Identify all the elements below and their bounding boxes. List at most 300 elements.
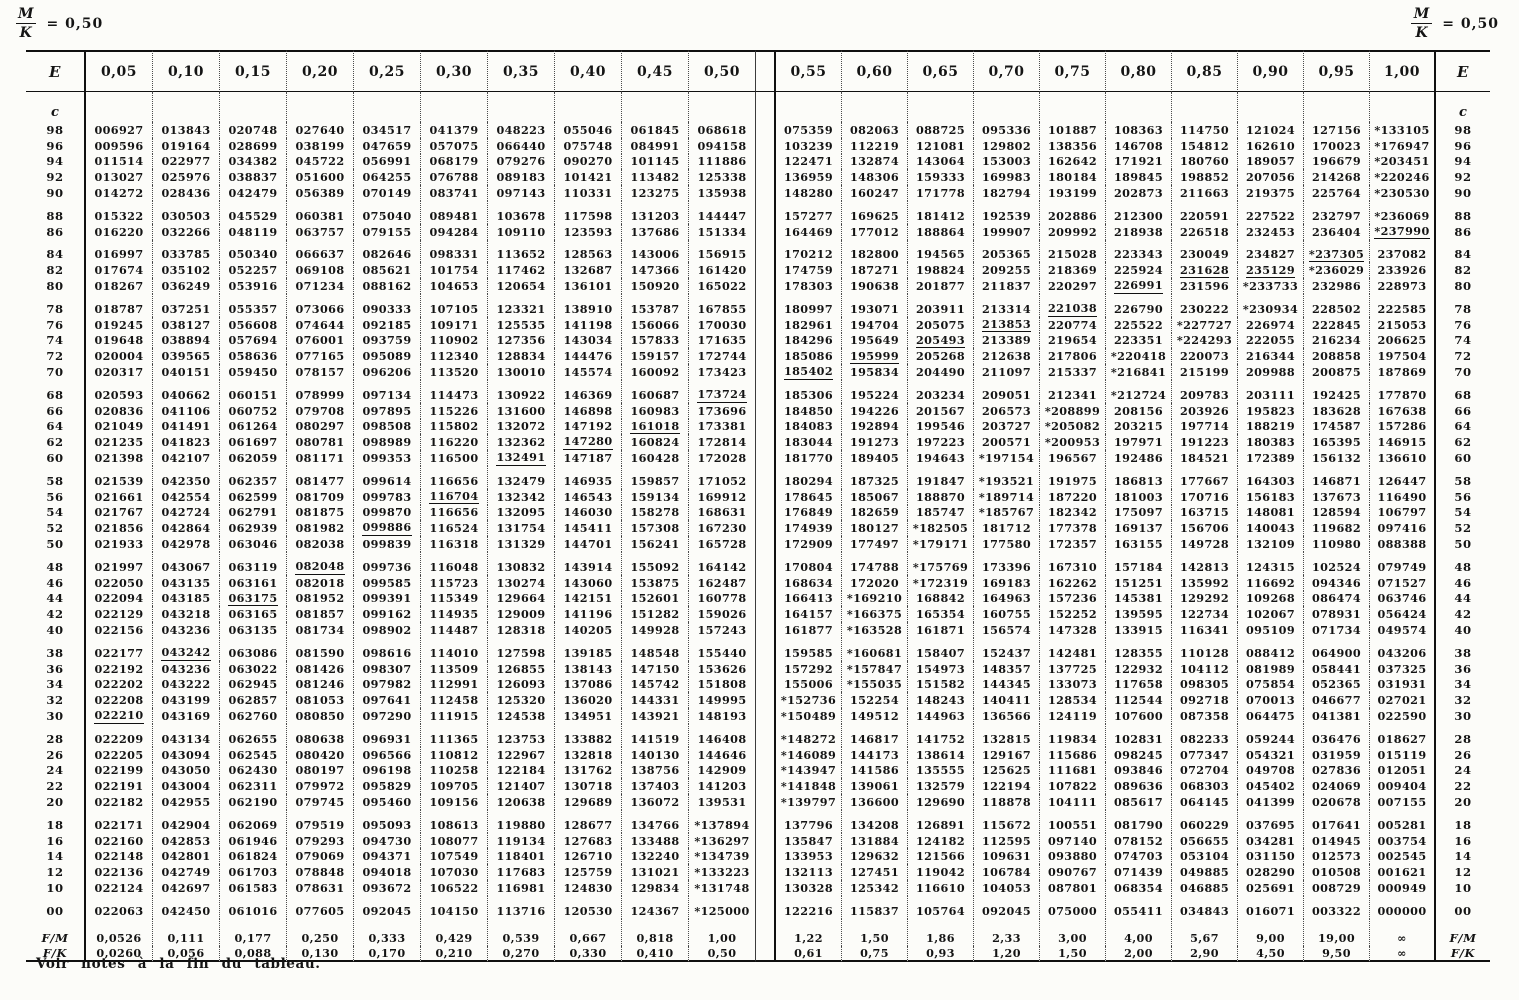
value-cell: 097982 <box>354 677 421 693</box>
value-cell: 209992 <box>1040 224 1106 240</box>
value-cell: 0,410 <box>622 946 689 962</box>
row-label: 86 <box>26 224 86 240</box>
value-cell: 144701 <box>555 536 622 552</box>
value-cell: *200953 <box>1040 434 1106 450</box>
value-cell: *220418 <box>1106 348 1172 364</box>
value-cell: 042801 <box>153 848 220 864</box>
value-cell: 064255 <box>354 169 421 185</box>
value-cell <box>153 638 220 661</box>
value-cell: 181770 <box>776 450 842 466</box>
row-label: 50 <box>26 536 86 552</box>
value-cell: 037325 <box>1370 661 1436 677</box>
value-cell: 132113 <box>776 864 842 880</box>
value-cell: 129802 <box>974 138 1040 154</box>
value-cell: 138756 <box>622 762 689 778</box>
value-cell: 009596 <box>86 138 153 154</box>
value-cell: 031959 <box>1304 747 1370 763</box>
value-cell: 124830 <box>555 880 622 896</box>
value-cell: 095089 <box>354 348 421 364</box>
gutter <box>555 92 622 122</box>
value-cell: 174587 <box>1304 419 1370 435</box>
row-label: 10 <box>1454 880 1472 895</box>
value-cell: 225522 <box>1106 317 1172 333</box>
value-cell: *141848 <box>776 778 842 794</box>
value-cell: 215028 <box>1040 240 1106 263</box>
value-cell: 215199 <box>1172 364 1238 380</box>
value-cell: 191847 <box>908 466 974 489</box>
value-cell: 043218 <box>153 606 220 622</box>
value-cell <box>287 552 354 575</box>
gutter <box>1040 92 1106 122</box>
value-cell: 079155 <box>354 224 421 240</box>
gutter <box>756 794 776 810</box>
value-cell: 149995 <box>689 692 756 708</box>
value-cell: 041379 <box>421 122 488 138</box>
value-cell: 124119 <box>1040 708 1106 724</box>
value-cell: 177870 <box>1370 380 1436 403</box>
value-cell: 111681 <box>1040 762 1106 778</box>
value-cell: 116981 <box>488 880 555 896</box>
row-label: 92 <box>26 169 86 185</box>
value-cell <box>622 419 689 435</box>
value-cell: 159333 <box>908 169 974 185</box>
value-cell: 125759 <box>555 864 622 880</box>
value-cell: 055046 <box>555 122 622 138</box>
value-cell: 123275 <box>622 185 689 201</box>
value-cell: 082063 <box>842 122 908 138</box>
gutter <box>1370 92 1436 122</box>
row-label: 60 <box>26 450 86 466</box>
value-cell: 183044 <box>776 434 842 450</box>
value-cell: 180294 <box>776 466 842 489</box>
value-cell: 168842 <box>908 591 974 607</box>
value-cell: 022136 <box>86 864 153 880</box>
gutter <box>756 185 776 201</box>
value-cell: *224293 <box>1172 333 1238 349</box>
column-max-underline: 185402 <box>783 364 834 379</box>
value-cell: 017641 <box>1304 810 1370 833</box>
value-cell: 079069 <box>287 848 354 864</box>
row-label: 98 <box>26 122 86 138</box>
value-cell: 133882 <box>555 724 622 747</box>
value-cell: 159026 <box>689 606 756 622</box>
value-cell: 126093 <box>488 677 555 693</box>
row-label: 90 <box>26 185 86 201</box>
value-cell: 136020 <box>555 692 622 708</box>
value-cell: 181003 <box>1106 489 1172 505</box>
row-label: 74 <box>26 333 86 349</box>
gutter <box>756 348 776 364</box>
value-cell: 098305 <box>1172 677 1238 693</box>
value-cell: *175769 <box>908 552 974 575</box>
value-cell: 177012 <box>842 224 908 240</box>
value-cell: 192894 <box>842 419 908 435</box>
value-cell: 132072 <box>488 419 555 435</box>
value-cell: 164963 <box>974 591 1040 607</box>
row-label: 46 <box>26 575 86 591</box>
row-label: 76 <box>26 317 86 333</box>
value-cell: 164157 <box>776 606 842 622</box>
value-cell: 139061 <box>842 778 908 794</box>
value-cell: 123753 <box>488 724 555 747</box>
value-cell: 161871 <box>908 622 974 638</box>
value-cell: 113716 <box>488 896 555 919</box>
gutter <box>756 419 776 435</box>
value-cell: 116656 <box>421 505 488 521</box>
value-cell: 130010 <box>488 364 555 380</box>
value-cell: 205075 <box>908 317 974 333</box>
value-cell: 207056 <box>1238 169 1304 185</box>
gutter <box>756 638 776 661</box>
value-cell: 162262 <box>1040 575 1106 591</box>
value-cell: 143064 <box>908 154 974 170</box>
value-cell: 1,50 <box>1040 946 1106 962</box>
value-cell: 212341 <box>1040 380 1106 403</box>
value-cell: 071734 <box>1304 622 1370 638</box>
value-cell: 062939 <box>220 520 287 536</box>
value-cell: 134951 <box>555 708 622 724</box>
row-label: 24 <box>26 762 86 778</box>
value-cell: 080638 <box>287 724 354 747</box>
value-cell: 160428 <box>622 450 689 466</box>
value-cell: 173423 <box>689 364 756 380</box>
gutter <box>756 380 776 403</box>
value-cell: 081709 <box>287 489 354 505</box>
value-cell: 103239 <box>776 138 842 154</box>
value-cell: 092718 <box>1172 692 1238 708</box>
value-cell: 237082 <box>1370 240 1436 263</box>
value-cell: 177497 <box>842 536 908 552</box>
value-cell: 191273 <box>842 434 908 450</box>
value-cell: 052257 <box>220 262 287 278</box>
value-cell: 116692 <box>1238 575 1304 591</box>
row-label: 72 <box>26 348 86 364</box>
value-cell: 130328 <box>776 880 842 896</box>
gutter <box>689 92 756 122</box>
value-cell: 177378 <box>1040 520 1106 536</box>
value-cell: 021661 <box>86 489 153 505</box>
value-cell: *146089 <box>776 747 842 763</box>
value-cell: 192425 <box>1304 380 1370 403</box>
value-cell: 043135 <box>153 575 220 591</box>
value-cell: 124367 <box>622 896 689 919</box>
value-cell: 222055 <box>1238 333 1304 349</box>
gutter <box>756 536 776 552</box>
value-cell: 062190 <box>220 794 287 810</box>
row-label: 36 <box>1454 661 1472 676</box>
value-cell: 014272 <box>86 185 153 201</box>
gutter <box>974 92 1040 122</box>
value-cell: 159134 <box>622 489 689 505</box>
value-cell: 081857 <box>287 606 354 622</box>
value-cell: 132818 <box>555 747 622 763</box>
value-cell: 116500 <box>421 450 488 466</box>
value-cell: 062059 <box>220 450 287 466</box>
value-cell: 081590 <box>287 638 354 661</box>
value-cell: 226790 <box>1106 294 1172 317</box>
gutter <box>756 450 776 466</box>
value-cell: 022209 <box>86 724 153 747</box>
value-cell: 140411 <box>974 692 1040 708</box>
value-cell: 122194 <box>974 778 1040 794</box>
value-cell: 211837 <box>974 278 1040 294</box>
value-cell: 022129 <box>86 606 153 622</box>
value-cell: 092045 <box>974 896 1040 919</box>
value-cell: 156183 <box>1238 489 1304 505</box>
value-cell: 218369 <box>1040 262 1106 278</box>
value-cell: 043236 <box>153 661 220 677</box>
value-cell: 197504 <box>1370 348 1436 364</box>
value-cell: 185306 <box>776 380 842 403</box>
value-cell: 092185 <box>354 317 421 333</box>
gutter <box>756 201 776 224</box>
value-cell: 196679 <box>1304 154 1370 170</box>
column-max-underline: 195999 <box>849 348 900 363</box>
value-cell: 176849 <box>776 505 842 521</box>
row-label: F/K <box>1436 946 1490 962</box>
value-cell: 056424 <box>1370 606 1436 622</box>
row-axis-label: c <box>26 92 86 122</box>
value-cell: 135847 <box>776 833 842 849</box>
column-max-underline: 205493 <box>915 332 966 347</box>
value-cell: 078931 <box>1304 606 1370 622</box>
value-cell: 078152 <box>1106 833 1172 849</box>
value-cell: 101754 <box>421 262 488 278</box>
column-max-underline: 132491 <box>496 450 546 465</box>
value-cell: 171052 <box>689 466 756 489</box>
value-cell: 011514 <box>86 154 153 170</box>
value-cell: 232797 <box>1304 201 1370 224</box>
value-cell: 043169 <box>153 708 220 724</box>
value-cell: 222845 <box>1304 317 1370 333</box>
value-cell: 129009 <box>488 606 555 622</box>
value-cell: 110980 <box>1304 536 1370 552</box>
value-cell: 132342 <box>488 489 555 505</box>
value-cell: 055357 <box>220 294 287 317</box>
value-cell <box>1172 262 1238 278</box>
value-cell: 043206 <box>1370 638 1436 661</box>
value-cell: 146871 <box>1304 466 1370 489</box>
value-cell: 125625 <box>974 762 1040 778</box>
value-cell: 165728 <box>689 536 756 552</box>
value-cell: 158278 <box>622 505 689 521</box>
value-cell: 093880 <box>1040 848 1106 864</box>
value-cell: 147150 <box>622 661 689 677</box>
value-cell: 099614 <box>354 466 421 489</box>
value-cell: 187271 <box>842 262 908 278</box>
value-cell: 156241 <box>622 536 689 552</box>
value-cell: 045402 <box>1238 778 1304 794</box>
value-cell: 097416 <box>1370 520 1436 536</box>
value-cell: 0,130 <box>287 946 354 962</box>
value-cell: 062945 <box>220 677 287 693</box>
value-cell: 170212 <box>776 240 842 263</box>
value-cell: 19,00 <box>1304 919 1370 947</box>
gutter <box>776 92 842 122</box>
value-cell: 031150 <box>1238 848 1304 864</box>
value-cell: 116048 <box>421 552 488 575</box>
value-cell: 090270 <box>555 154 622 170</box>
value-cell: 110812 <box>421 747 488 763</box>
value-cell: 069108 <box>287 262 354 278</box>
value-cell: 220774 <box>1040 317 1106 333</box>
value-cell: 101145 <box>622 154 689 170</box>
column-max-underline: 213853 <box>981 316 1032 331</box>
value-cell: 077165 <box>287 348 354 364</box>
value-cell: 155440 <box>689 638 756 661</box>
value-cell: 109268 <box>1238 591 1304 607</box>
value-cell: 081790 <box>1106 810 1172 833</box>
value-cell: *137894 <box>689 810 756 833</box>
value-cell: 167638 <box>1370 403 1436 419</box>
value-cell: 141752 <box>908 724 974 747</box>
value-cell: 081426 <box>287 661 354 677</box>
value-cell: 128318 <box>488 622 555 638</box>
value-cell: 3,00 <box>1040 919 1106 947</box>
row-label: 88 <box>26 201 86 224</box>
row-label: 96 <box>26 138 86 154</box>
value-cell: 219654 <box>1040 333 1106 349</box>
gutter <box>756 364 776 380</box>
value-cell <box>354 520 421 536</box>
value-cell: 153626 <box>689 661 756 677</box>
value-cell: 063022 <box>220 661 287 677</box>
value-cell: 0,0260 <box>86 946 153 962</box>
row-label: 80 <box>26 278 86 294</box>
gutter <box>756 677 776 693</box>
value-cell: 034843 <box>1172 896 1238 919</box>
value-cell: 109110 <box>488 224 555 240</box>
gutter <box>756 864 776 880</box>
value-cell: 074703 <box>1106 848 1172 864</box>
row-label: 54 <box>1454 505 1472 520</box>
value-cell: 038127 <box>153 317 220 333</box>
value-cell: 099585 <box>354 575 421 591</box>
value-cell: 119834 <box>1040 724 1106 747</box>
value-cell: 142813 <box>1172 552 1238 575</box>
value-cell: 075854 <box>1238 677 1304 693</box>
gutter <box>756 122 776 138</box>
value-cell: 122932 <box>1106 661 1172 677</box>
value-cell: 099353 <box>354 450 421 466</box>
value-cell: 061697 <box>220 434 287 450</box>
gutter <box>756 724 776 747</box>
value-cell: 129664 <box>488 591 555 607</box>
value-cell: 144345 <box>974 677 1040 693</box>
value-cell: 097641 <box>354 692 421 708</box>
value-cell: *133223 <box>689 864 756 880</box>
value-cell: 130832 <box>488 552 555 575</box>
row-label: 42 <box>1454 607 1472 622</box>
value-cell: 220591 <box>1172 201 1238 224</box>
value-cell: 095109 <box>1238 622 1304 638</box>
value-cell: 089636 <box>1106 778 1172 794</box>
value-cell: 0,0526 <box>86 919 153 947</box>
value-cell: 167310 <box>1040 552 1106 575</box>
row-label: 54 <box>26 505 86 521</box>
column-max-underline: *237305 <box>1308 246 1365 261</box>
value-cell <box>842 348 908 364</box>
value-cell: 043222 <box>153 677 220 693</box>
value-cell: 164469 <box>776 224 842 240</box>
value-cell: 063119 <box>220 552 287 575</box>
value-cell: 056991 <box>354 154 421 170</box>
value-cell: 080420 <box>287 747 354 763</box>
value-cell: 128594 <box>1304 505 1370 521</box>
value-cell: 180760 <box>1172 154 1238 170</box>
value-cell: 209988 <box>1238 364 1304 380</box>
value-cell: 0,210 <box>421 946 488 962</box>
value-cell: 194643 <box>908 450 974 466</box>
value-cell: *230530 <box>1370 185 1436 201</box>
value-cell: 042955 <box>153 794 220 810</box>
value-cell: 094371 <box>354 848 421 864</box>
value-cell: 038837 <box>220 169 287 185</box>
value-cell: 133073 <box>1040 677 1106 693</box>
value-cell <box>1370 224 1436 240</box>
value-cell: 153787 <box>622 294 689 317</box>
value-cell: *182505 <box>908 520 974 536</box>
value-cell <box>908 333 974 349</box>
value-cell: 174759 <box>776 262 842 278</box>
value-cell: 144476 <box>555 348 622 364</box>
value-cell: 042724 <box>153 505 220 521</box>
row-label: 30 <box>1454 708 1472 723</box>
value-cell: 100551 <box>1040 810 1106 833</box>
value-cell: 061703 <box>220 864 287 880</box>
value-cell: 078631 <box>287 880 354 896</box>
value-cell: 148306 <box>842 169 908 185</box>
value-cell: 199546 <box>908 419 974 435</box>
value-cell: 094346 <box>1304 575 1370 591</box>
value-cell: 037251 <box>153 294 220 317</box>
row-label: 36 <box>26 661 86 677</box>
value-cell: 133953 <box>776 848 842 864</box>
value-cell: 022124 <box>86 880 153 896</box>
value-cell: 062430 <box>220 762 287 778</box>
value-cell: 177580 <box>974 536 1040 552</box>
value-cell: 188870 <box>908 489 974 505</box>
value-cell: 183628 <box>1304 403 1370 419</box>
value-cell: 107822 <box>1040 778 1106 794</box>
value-cell: 182794 <box>974 185 1040 201</box>
value-cell: 022192 <box>86 661 153 677</box>
row-label: 56 <box>1454 489 1472 504</box>
value-cell: 154812 <box>1172 138 1238 154</box>
value-cell: 088388 <box>1370 536 1436 552</box>
value-cell: 223351 <box>1106 333 1172 349</box>
value-cell <box>974 317 1040 333</box>
value-cell: 063757 <box>287 224 354 240</box>
value-cell: 137673 <box>1304 489 1370 505</box>
value-cell: 090767 <box>1040 864 1106 880</box>
column-header: 0,50 <box>689 50 756 92</box>
value-cell: 022160 <box>86 833 153 849</box>
value-cell: 092045 <box>354 896 421 919</box>
value-cell: 116656 <box>421 466 488 489</box>
value-cell: 093759 <box>354 333 421 349</box>
value-cell: 169183 <box>974 575 1040 591</box>
row-label: 44 <box>26 591 86 607</box>
value-cell: 136072 <box>622 794 689 810</box>
value-cell: 008729 <box>1304 880 1370 896</box>
value-cell: 087358 <box>1172 708 1238 724</box>
column-header-e: E <box>1436 50 1490 92</box>
value-cell: 172020 <box>842 575 908 591</box>
value-cell: 043050 <box>153 762 220 778</box>
value-cell: 077347 <box>1172 747 1238 763</box>
value-cell: 021767 <box>86 505 153 521</box>
